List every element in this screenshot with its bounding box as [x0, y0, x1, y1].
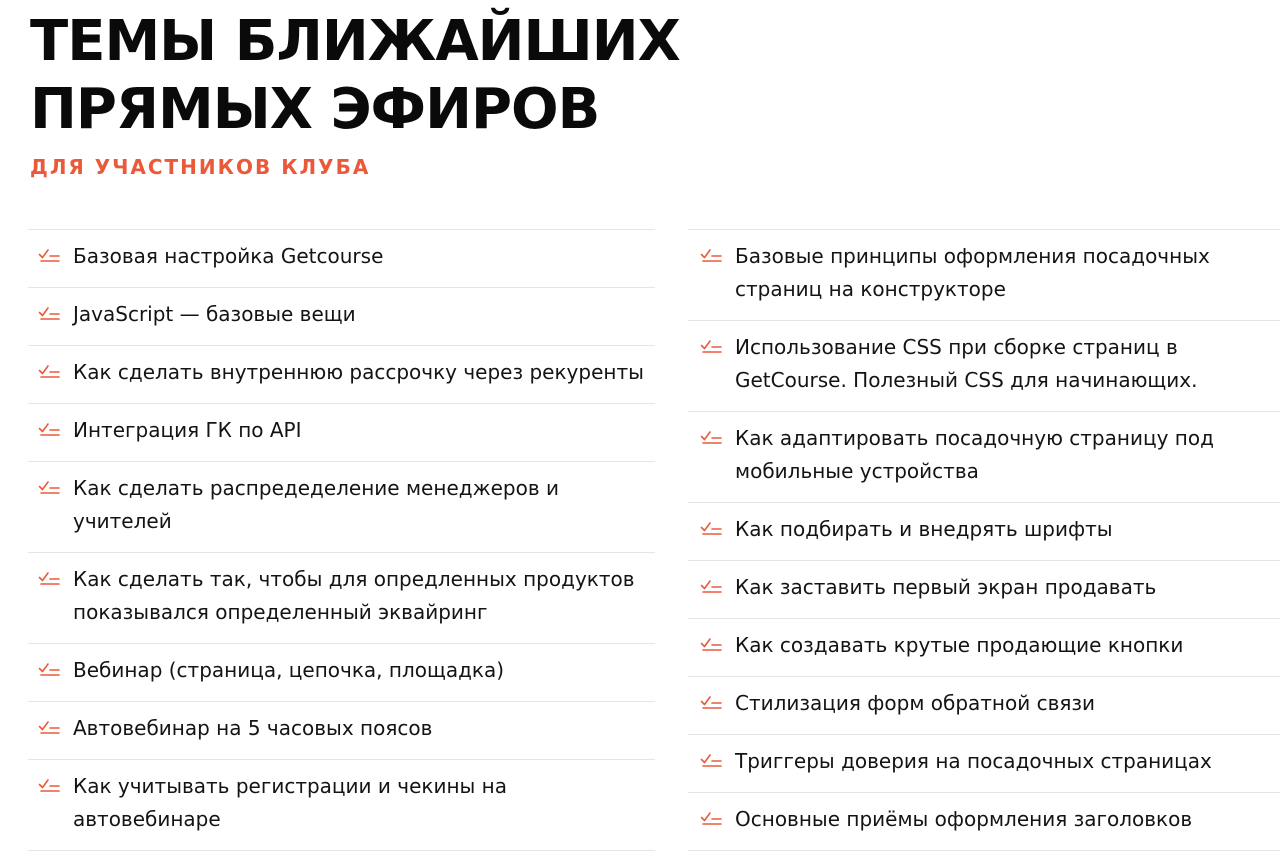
- page-subtitle: ДЛЯ УЧАСТНИКОВ КЛУБА: [30, 155, 371, 179]
- topic-text: JavaScript — базовые вещи: [73, 302, 356, 326]
- topic-text: Как подбирать и внедрять шрифты: [735, 517, 1113, 541]
- check-list-icon: [700, 693, 724, 711]
- topics-list-right: [688, 229, 1280, 851]
- topic-text: Стилизация форм обратной связи: [735, 691, 1096, 715]
- check-list-icon: [38, 362, 62, 380]
- topic-item: [28, 230, 655, 288]
- topic-text: Как создавать крутые продающие кнопки: [735, 633, 1184, 657]
- topic-item: [688, 321, 1280, 412]
- topic-text: Базовая настройка Getcourse: [73, 244, 384, 268]
- topics-list-left: [28, 229, 655, 851]
- topic-item: [688, 412, 1280, 503]
- topic-text: Основные приёмы оформления заголовков: [735, 807, 1193, 831]
- topic-item: [28, 346, 655, 404]
- check-list-icon: [700, 751, 724, 769]
- topic-text: Триггеры доверия на посадочных страницах: [735, 749, 1212, 773]
- topic-text: Интеграция ГК по API: [73, 418, 302, 442]
- check-list-icon: [700, 246, 724, 264]
- topic-text: Вебинар (страница, цепочка, площадка): [73, 658, 505, 682]
- check-list-icon: [700, 635, 724, 653]
- check-list-icon: [38, 420, 62, 438]
- check-list-icon: [38, 246, 62, 264]
- check-list-icon: [38, 569, 62, 587]
- topic-text: Как заставить первый экран продавать: [735, 575, 1157, 599]
- topic-text: Автовебинар на 5 часовых поясов: [73, 716, 433, 740]
- topic-text: Использование CSS при сборке страниц в GetCourse. Полезный CSS для начинающих.: [735, 335, 1198, 392]
- topic-item: [28, 760, 655, 851]
- topic-item: [688, 619, 1280, 677]
- topic-item: [28, 462, 655, 553]
- check-list-icon: [700, 337, 724, 355]
- check-list-icon: [38, 478, 62, 496]
- topic-item: [688, 561, 1280, 619]
- topic-item: [688, 230, 1280, 321]
- topic-item: [28, 644, 655, 702]
- page-title-line-2: ПРЯМЫХ ЭФИРОВ: [30, 77, 600, 142]
- topic-text: Как сделать распредеделение менеджеров и учителей: [73, 476, 559, 533]
- topic-item: [28, 553, 655, 644]
- topic-item: [28, 404, 655, 462]
- topic-text: Как адаптировать посадочную страницу под мобильные устройства: [735, 426, 1214, 483]
- topic-item: [688, 677, 1280, 735]
- topic-text: Как учитывать регистрации и чекины на автовебинаре: [73, 774, 508, 831]
- topic-item: [28, 702, 655, 760]
- check-list-icon: [38, 718, 62, 736]
- topic-item: [28, 288, 655, 346]
- check-list-icon: [38, 660, 62, 678]
- check-list-icon: [700, 428, 724, 446]
- topic-text: Как сделать так, чтобы для опредленных продуктов показывался определенный эквайринг: [73, 567, 635, 624]
- check-list-icon: [38, 304, 62, 322]
- check-list-icon: [38, 776, 62, 794]
- topic-text: Базовые принципы оформления посадочных страниц на конструкторе: [735, 244, 1210, 301]
- topic-item: [688, 735, 1280, 793]
- check-list-icon: [700, 809, 724, 827]
- topic-item: [688, 503, 1280, 561]
- topic-text: Как сделать внутреннюю рассрочку через рекуренты: [73, 360, 644, 384]
- page-title: [30, 8, 680, 144]
- check-list-icon: [700, 519, 724, 537]
- page-title-line-1: ТЕМЫ БЛИЖАЙШИХ: [30, 9, 680, 74]
- check-list-icon: [700, 577, 724, 595]
- topic-item: [688, 793, 1280, 851]
